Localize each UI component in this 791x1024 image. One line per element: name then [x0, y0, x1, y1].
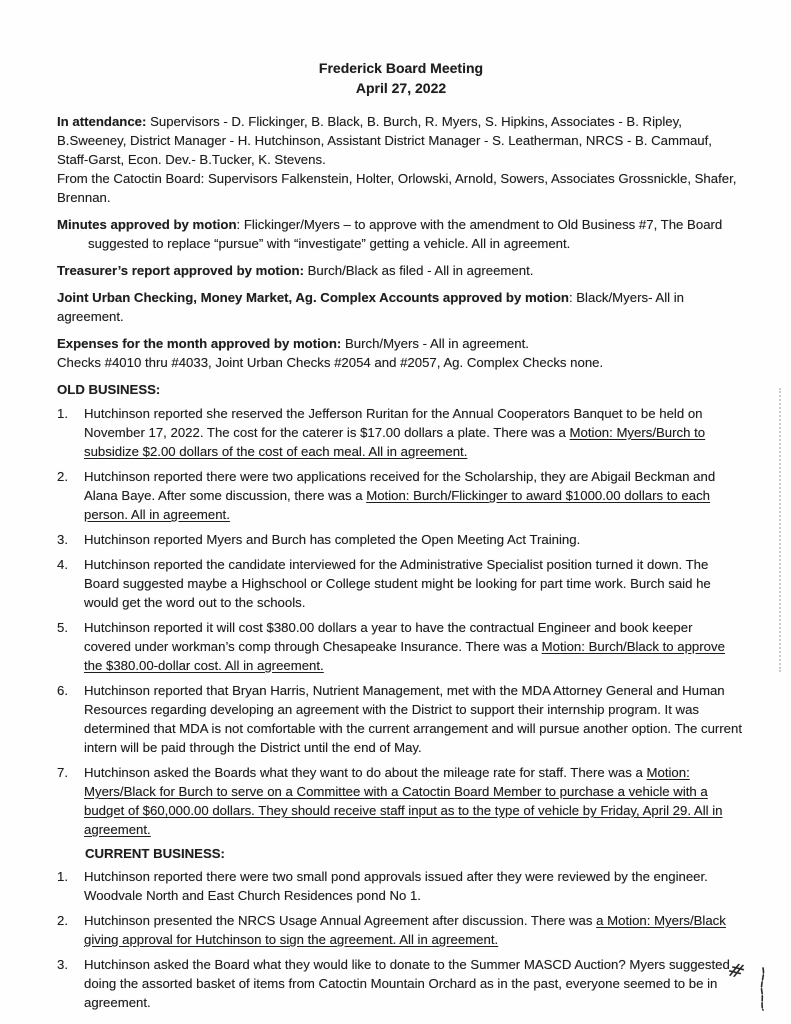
- list-item: [57, 763, 745, 839]
- list-item: [57, 467, 745, 524]
- item-text: [84, 681, 745, 757]
- item-number: 3.: [57, 957, 68, 972]
- item-text: [84, 467, 745, 524]
- accounts-approval-label: Joint Urban Checking, Money Market, Ag. Complex Accounts approved by motion: [57, 290, 569, 305]
- item-number: 6.: [57, 683, 68, 698]
- list-item: [57, 911, 745, 949]
- attendance-text: Supervisors - D. Flickinger, B. Black, B. Burch, R. Myers, S. Hipkins, Associates - B. Ripley, B.Sweeney, District Manager - H. Hutchinson, Assistant District Manager - S. Leatherman, NRCS - B. Cammauf, Staff-Garst, Econ. Dev.- B.Tucker, K. Stevens.: [57, 114, 712, 167]
- item-number: 7.: [57, 765, 68, 780]
- item-number: 1.: [57, 406, 68, 421]
- attendance-label: In attendance:: [57, 114, 147, 129]
- current-business-list: [57, 867, 745, 1012]
- list-item: [57, 404, 745, 461]
- handwritten-mark: [722, 958, 782, 1018]
- current-business-heading: CURRENT BUSINESS:: [85, 846, 225, 861]
- item-text: [84, 911, 745, 949]
- item-text-plain: Hutchinson reported there were two small pond approvals issued after they were reviewed by the engineer. Woodvale North and East Church Residences pond No 1.: [84, 869, 708, 903]
- minutes-approval-label: Minutes approved by motion: [57, 217, 237, 232]
- list-item: [57, 555, 745, 612]
- list-item: [57, 530, 745, 549]
- item-text-plain: Hutchinson reported Myers and Burch has completed the Open Meeting Act Training.: [84, 532, 581, 547]
- item-text: [84, 555, 745, 612]
- handwritten-stroke: [756, 966, 770, 1012]
- item-text: [84, 404, 745, 461]
- treasurer-approval-label: Treasurer’s report approved by motion:: [57, 263, 304, 278]
- item-motion-underlined: Motion: Myers/Burch to subsidize $2.00 dollars of the cost of each meal. All in agreement.: [84, 425, 706, 459]
- expenses-approval-label: Expenses for the month approved by motion:: [57, 336, 342, 351]
- list-item: [57, 681, 745, 757]
- expenses-approval-paragraph: [57, 334, 745, 372]
- checks-detail-text: Checks #4010 thru #4033, Joint Urban Checks #2054 and #2057, Ag. Complex Checks none.: [57, 355, 604, 370]
- item-motion-underlined: a Motion: Myers/Black giving approval for Hutchinson to sign the agreement. All in agreement.: [84, 913, 726, 947]
- accounts-approval-text: : Black/Myers- All in agreement.: [57, 290, 684, 324]
- treasurer-approval-text: Burch/Black as filed - All in agreement.: [303, 263, 534, 278]
- item-number: 1.: [57, 869, 68, 884]
- document-title-block: [57, 58, 745, 98]
- item-text: [84, 530, 745, 549]
- expenses-approval-text: Burch/Myers - All in agreement.: [341, 336, 529, 351]
- item-number: 2.: [57, 913, 68, 928]
- item-text-plain: Hutchinson presented the NRCS Usage Annual Agreement after discussion. There was: [84, 913, 597, 928]
- list-item: [57, 618, 745, 675]
- scan-artifact-line: [779, 388, 781, 672]
- minutes-approval-text: : Flickinger/Myers – to approve with the amendment to Old Business #7, The Board suggested to replace “pursue” with “investigate” getting a vehicle. All in agreement.: [88, 217, 723, 251]
- item-text: [84, 867, 745, 905]
- item-text-plain: Hutchinson asked the Boards what they want to do about the mileage rate for staff. There was a: [84, 765, 647, 780]
- item-number: 5.: [57, 620, 68, 635]
- handwritten-hash-symbol: #: [723, 959, 749, 984]
- accounts-approval-paragraph: [57, 288, 745, 326]
- item-motion-underlined: Motion: Burch/Black to approve the $380.00-dollar cost. All in agreement.: [84, 639, 725, 673]
- item-text-plain: Hutchinson reported there were two applications received for the Scholarship, they are Abigail Beckman and Alana Baye. After some discussion, there was a: [84, 469, 716, 503]
- item-text-plain: Hutchinson reported it will cost $380.00 dollars a year to have the contractual Engineer and book keeper covered under workman’s comp through Chesapeake Insurance. There was a: [84, 620, 693, 654]
- item-text: [84, 618, 745, 675]
- item-text: [84, 763, 745, 839]
- meeting-date: April 27, 2022: [355, 80, 447, 96]
- item-text: [84, 955, 745, 1012]
- item-text-plain: Hutchinson reported she reserved the Jefferson Ruritan for the Annual Cooperators Banquet to be held on November 17, 2022. The cost for the caterer is $17.00 dollars a plate. There was a: [84, 406, 703, 440]
- old-business-list: [57, 404, 745, 839]
- old-business-heading: OLD BUSINESS:: [57, 382, 161, 397]
- item-number: 2.: [57, 469, 68, 484]
- item-motion-underlined: Motion: Burch/Flickinger to award $1000.00 dollars to each person. All in agreement.: [84, 488, 711, 522]
- minutes-approval-paragraph: [57, 215, 745, 253]
- item-number: 3.: [57, 532, 68, 547]
- item-motion-underlined: Motion: Myers/Black for Burch to serve on a Committee with a Catoctin Board Member to purchase a vehicle with a budget of $60,000.00 dollars. They should receive staff input as to the type of vehicle by Friday, April 29. All in agreement.: [84, 765, 723, 837]
- item-text-plain: Hutchinson reported that Bryan Harris, Nutrient Management, met with the MDA Attorney General and Human Resources regarding developing an agreement with the District to support their internship program. It was determined that MDA is not comfortable with the current arrangement and will pursue another option. The current intern will be paid through the District until the end of May.: [84, 683, 743, 755]
- item-text-plain: Hutchinson reported the candidate interviewed for the Administrative Specialist position turned it down. The Board suggested maybe a Highschool or College student might be looking for part time work. Burch said he would get the word out to the schools.: [84, 557, 711, 610]
- attendance-paragraph: [57, 112, 745, 207]
- list-item: [57, 955, 745, 1012]
- item-number: 4.: [57, 557, 68, 572]
- attendance-catoctin-text: From the Catoctin Board: Supervisors Falkenstein, Holter, Orlowski, Arnold, Sowers, Associates Grossnickle, Shafer, Brennan.: [57, 171, 737, 205]
- item-text-plain: Hutchinson asked the Board what they would like to donate to the Summer MASCD Auction? Myers suggested doing the assorted basket of items from Catoctin Mountain Orchard as in the past, everyone seemed to be in agreement.: [84, 957, 730, 1010]
- treasurer-approval-paragraph: [57, 261, 745, 280]
- page-title: Frederick Board Meeting: [318, 60, 484, 76]
- list-item: [57, 867, 745, 905]
